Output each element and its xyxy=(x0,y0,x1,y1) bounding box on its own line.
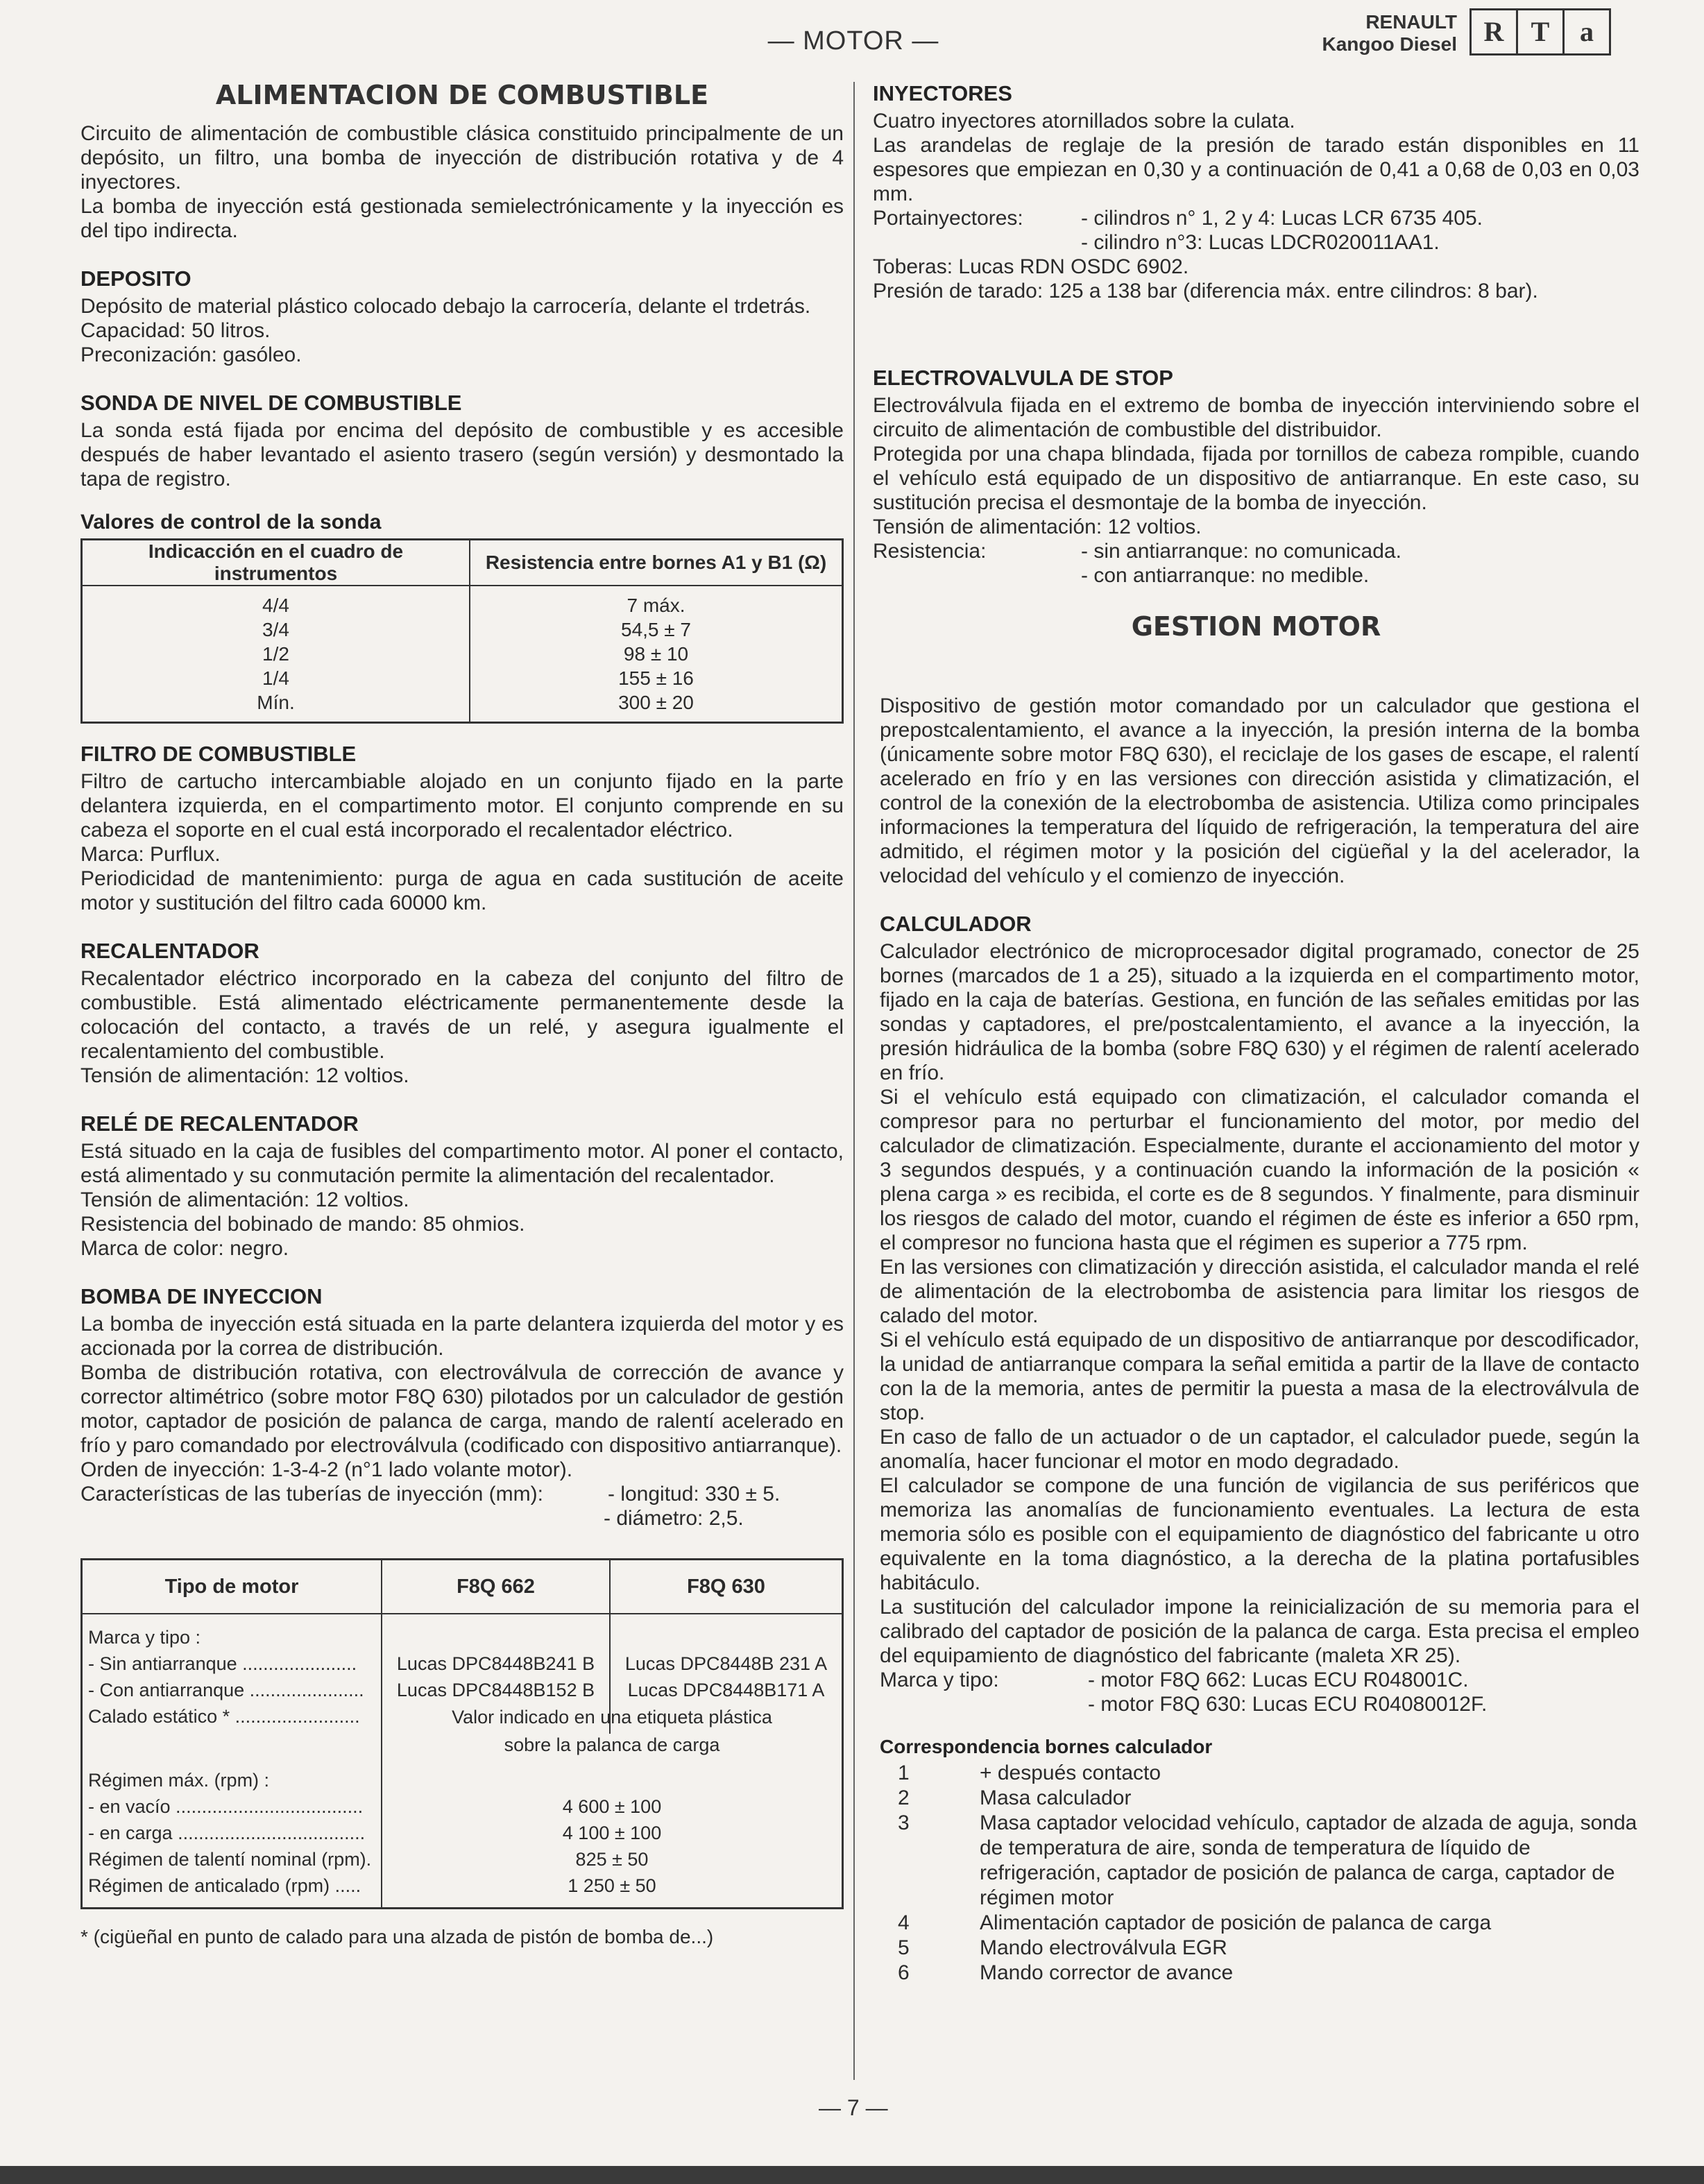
electro-text: Electroválvula fijada en el extremo de bomba de inyección interviniendo sobre el circuito de alimentación de combustible del distribuidor. xyxy=(873,394,1639,441)
spec-value: - motor F8Q 630: Lucas ECU R04080012F. xyxy=(1088,1693,1488,1716)
footnote: * (cigüeñal en punto de calado para una alzada de pistón de bomba de...) xyxy=(80,1926,714,1947)
bomba-text: Bomba de distribución rotativa, con electroválvula de corrección de avance y corrector altimétrico (sobre motor F8Q 630) pilotados por un calculador de gestión motor, captador de posición de palanca de carga, mando de ralentí acelerado en frío y paro comandado por electroválvula (codificado con dispositivo antiarranque). xyxy=(80,1361,844,1457)
row-label: - Sin antiarranque ...................... xyxy=(88,1653,357,1674)
bomba-section xyxy=(80,1284,844,1948)
list-item xyxy=(880,1786,1639,1811)
bomba-text: La bomba de inyección está situada en la parte delantera izquierda del motor y es accionada por la correa de distribución. xyxy=(80,1313,844,1360)
table-cell: 155 ± 16 xyxy=(618,667,694,689)
borne-description: Masa captador velocidad vehículo, captador de alzada de aguja, sonda de temperatura de aire, sonda de temperatura de líquido de refrigeración, captador de posición de palanca de carga, captador de régimen motor xyxy=(980,1811,1637,1909)
intro-paragraph: Circuito de alimentación de combustible clásica constituido principalmente de un depósito, un filtro, una bomba de inyección de distribución rotativa y de 4 inyectores. xyxy=(80,122,844,194)
table-cell: Lucas DPC8448B 231 A xyxy=(624,1653,828,1674)
table-cell: 4 600 ± 100 xyxy=(562,1796,662,1817)
sonda-section xyxy=(80,391,844,724)
table-cell: Lucas DPC8448B241 B xyxy=(396,1653,595,1674)
deposito-text: Depósito de material plástico colocado debajo la carrocería, delante el trdetrás. xyxy=(80,295,811,318)
gestion-text: Dispositivo de gestión motor comandado por un calculador que gestiona el prepostcalentamiento, el avance a la inyección, la presión interna de la bomba (únicamente sobre motor F8Q 630), el reciclaje de los gases de escape, el ralentí acelerado en frío y en las versiones con dirección asistida y climatización, el control de la conexión de la electrobomba de asistencia. Utiliza como principales informaciones la temperatura del líquido de refrigeración, la temperatura del aire admitido, el régimen motor y la posición del cigüeñal y la del acelerador, la velocidad del vehículo y el comienzo de inyección. xyxy=(880,694,1639,887)
borne-number: 1 xyxy=(898,1761,910,1784)
gestion-heading: GESTION MOTOR xyxy=(1131,611,1381,642)
column-header: Tipo de motor xyxy=(82,1560,382,1614)
toberas-text: Toberas: Lucas RDN OSDC 6902. xyxy=(873,255,1189,278)
borne-number: 5 xyxy=(898,1936,910,1959)
borne-description: Masa calculador xyxy=(980,1786,1132,1809)
recalentador-voltage: Tensión de alimentación: 12 voltios. xyxy=(80,1064,409,1087)
rele-voltage: Tensión de alimentación: 12 voltios. xyxy=(80,1188,409,1211)
table-cell: 7 máx. xyxy=(627,595,685,616)
borne-number: 4 xyxy=(898,1911,910,1934)
section-heading: RECALENTADOR xyxy=(80,939,259,963)
spec-label: Resistencia: xyxy=(873,540,987,563)
list-item xyxy=(880,1936,1639,1961)
borne-number: 3 xyxy=(898,1811,910,1834)
filtro-section xyxy=(80,742,844,915)
recalentador-section xyxy=(80,939,844,1088)
section-heading: ELECTROVALVULA DE STOP xyxy=(873,366,1173,390)
spec-label: Marca y tipo: xyxy=(880,1669,999,1691)
deposito-section xyxy=(80,266,844,367)
row-label: Calado estático * ........................ xyxy=(88,1706,360,1727)
section-heading: DEPOSITO xyxy=(80,266,191,291)
spec-value: - cilindros n° 1, 2 y 4: Lucas LCR 6735 405. xyxy=(1081,207,1483,230)
filtro-brand: Marca: Purflux. xyxy=(80,843,221,866)
borne-number: 6 xyxy=(898,1961,910,1984)
column-header: F8Q 630 xyxy=(610,1560,843,1614)
column-divider xyxy=(853,82,855,2080)
deposito-fuel: Preconización: gasóleo. xyxy=(80,343,302,366)
inyectores-section xyxy=(873,81,1639,303)
table-cell: 825 ± 50 xyxy=(575,1849,649,1870)
correspondencia-section xyxy=(880,1736,1639,1986)
borne-description: Mando corrector de avance xyxy=(980,1961,1234,1984)
electrovalvula-section xyxy=(873,366,1639,588)
left-column xyxy=(80,73,844,1948)
resistance-cell xyxy=(470,586,843,723)
inyectores-text: Las arandelas de reglaje de la presión de tarado están disponibles en 11 espesores que empiezan en 0,30 y a continuación de 0,41 a 0,68 de 0,03 en 0,03 mm. xyxy=(873,134,1639,205)
section-heading: CALCULADOR xyxy=(880,912,1032,936)
brand-label xyxy=(1270,11,1457,56)
scan-edge xyxy=(0,2166,1704,2184)
rele-text: Está situado en la caja de fusibles del compartimento motor. Al poner el contacto, está alimentado y su conmutación permite la alimentación del recalentador. xyxy=(80,1140,844,1187)
list-item xyxy=(880,1911,1639,1936)
brand-model: Kangoo Diesel xyxy=(1322,33,1457,55)
row-label: Régimen máx. (rpm) : xyxy=(88,1770,270,1791)
section-heading: RELÉ DE RECALENTADOR xyxy=(80,1111,359,1136)
table-cell: Lucas DPC8448B152 B xyxy=(396,1680,595,1700)
row-labels xyxy=(82,1763,382,1909)
calculador-text: Calculador electrónico de microprocesador digital programado, conector de 25 bornes (marcados de 1 a 25), situado a la izquierda en el compartimento motor, fijado en la caja de baterías. Gestiona, en función de las señales emitidas por las sondas y captadores, el pre/postcalentamiento, el avance a la inyección, la presión hidráulica de la bomba (sobre F8Q 630) y el régimen de ralentí acelerado en frío. xyxy=(880,940,1639,1084)
indication-cell xyxy=(82,586,470,723)
sonda-text: La sonda está fijada por encima del depósito de combustible y es accesible después de haber levantado el asiento trasero (según versión) y desmontado la tapa de registro. xyxy=(80,419,844,490)
calculador-text: Si el vehículo está equipado de un dispositivo de antiarranque por descodificador, la unidad de antiarranque compara la señal emitida a partir de la llave de contacto con la de la memoria, antes de permitir la puesta a masa de la electroválvula de stop. xyxy=(880,1329,1639,1424)
calado-value xyxy=(382,1707,843,1763)
table-cell: 54,5 ± 7 xyxy=(621,619,691,640)
table-cell: 4 100 ± 100 xyxy=(562,1823,662,1843)
section-heading: FILTRO DE COMBUSTIBLE xyxy=(80,742,357,766)
table-cell: 1 250 ± 50 xyxy=(568,1875,656,1896)
section-heading: BOMBA DE INYECCION xyxy=(80,1284,323,1308)
inyectores-text: Cuatro inyectores atornillados sobre la culata. xyxy=(873,110,1295,133)
electro-text: Protegida por una chapa blindada, fijada por tornillos de cabeza rompible, cuando el vehículo está equipado de un dispositivo de antiarranque. En este caso, su sustitución precisa el desmontaje de la bomba de inyección. xyxy=(873,443,1639,514)
spec-value: - diámetro: 2,5. xyxy=(604,1507,744,1530)
list-item xyxy=(880,1811,1639,1911)
table-title: Valores de control de la sonda xyxy=(80,511,382,534)
table-cell: Mín. xyxy=(257,692,295,713)
row-label: - Con antiarranque ...................... xyxy=(88,1680,364,1700)
presion-text: Presión de tarado: 125 a 138 bar (diferencia máx. entre cilindros: 8 bar). xyxy=(873,280,1538,302)
row-label: Marca y tipo : xyxy=(88,1627,201,1648)
spec-label: Características de las tuberías de inyección (mm): xyxy=(80,1483,543,1505)
table-cell: 300 ± 20 xyxy=(618,692,694,713)
table-cell: Valor indicado en una etiqueta plástica xyxy=(452,1707,772,1727)
logo-letter: T xyxy=(1518,10,1565,53)
section-heading: INYECTORES xyxy=(873,81,1012,105)
recalentador-text: Recalentador eléctrico incorporado en la cabeza del conjunto del filtro de combustible. Está alimentado eléctricamente permanentemente desde la colocación del contacto, a través de un relé, y asegura igualmente el recalentamiento del combustible. xyxy=(80,967,844,1063)
table-cell: sobre la palanca de carga xyxy=(504,1734,720,1755)
right-column-lower xyxy=(880,694,1639,1986)
row-labels xyxy=(82,1614,382,1734)
bomba-order: Orden de inyección: 1-3-4-2 (n°1 lado volante motor). xyxy=(80,1458,573,1481)
spec-value: - sin antiarranque: no comunicada. xyxy=(1081,540,1401,563)
gestion-section xyxy=(880,694,1639,888)
resistencia-spec xyxy=(873,539,1639,563)
sonda-table xyxy=(80,538,844,724)
table-cell: 3/4 xyxy=(262,619,289,640)
section-heading: SONDA DE NIVEL DE COMBUSTIBLE xyxy=(80,391,462,415)
deposito-capacity: Capacidad: 50 litros. xyxy=(80,319,271,342)
brand-name: RENAULT xyxy=(1365,11,1457,33)
column-header: F8Q 662 xyxy=(382,1560,610,1614)
right-column xyxy=(873,73,1639,665)
table-cell: 1/4 xyxy=(262,667,289,689)
row-label: - en carga .................................... xyxy=(88,1823,366,1843)
motor-type-table xyxy=(80,1558,844,1909)
table-cell: Lucas DPC8448B171 A xyxy=(627,1680,825,1700)
spec-label: Portainyectores: xyxy=(873,207,1023,230)
rele-color: Marca de color: negro. xyxy=(80,1237,289,1260)
section-heading: Correspondencia bornes calculador xyxy=(880,1736,1213,1757)
list-item xyxy=(880,1761,1639,1786)
spec-value: - cilindro n°3: Lucas LDCR020011AA1. xyxy=(1081,231,1440,254)
column-header: Resistencia entre bornes A1 y B1 (Ω) xyxy=(470,540,843,586)
spec-value: - con antiarranque: no medible. xyxy=(1081,564,1370,587)
tuberias-spec xyxy=(80,1482,844,1506)
column-header: Indicacción en el cuadro de instrumentos xyxy=(82,540,470,586)
borne-description: + después contacto xyxy=(980,1761,1161,1784)
spec-value: - longitud: 330 ± 5. xyxy=(608,1483,781,1505)
calculador-text: La sustitución del calculador impone la reinicialización de su memoria para el calibrado del captador de posición de la palanca de carga. Esta precisa el empleo del equipamiento de diagnóstico del fabricante (maleta XR 25). xyxy=(880,1596,1639,1667)
table-cell: 1/2 xyxy=(262,643,289,665)
borne-description: Alimentación captador de posición de palanca de carga xyxy=(980,1911,1492,1934)
rta-logo xyxy=(1469,8,1611,56)
intro-paragraph: La bomba de inyección está gestionada semielectrónicamente y la inyección es del tipo indirecta. xyxy=(80,195,844,242)
marca-spec xyxy=(880,1668,1639,1692)
calculador-text: En caso de fallo de un actuador o de un captador, el calculador puede, según la anomalía, hacer funcionar el motor en modo degradado. xyxy=(880,1426,1639,1473)
list-item xyxy=(880,1961,1639,1986)
spec-value: - motor F8Q 662: Lucas ECU R048001C. xyxy=(1088,1669,1469,1691)
row-labels xyxy=(82,1734,382,1763)
filtro-maintenance: Periodicidad de mantenimiento: purga de agua en cada sustitución de aceite motor y sustitución del filtro cada 60000 km. xyxy=(80,867,844,914)
regimen-values xyxy=(382,1763,843,1909)
borne-number: 2 xyxy=(898,1786,910,1809)
filtro-text: Filtro de cartucho intercambiable alojado en un conjunto fijado en la parte delantera izquierda, en el compartimento motor. El conjunto comprende en su cabeza el soporte en el cual está incorporado el recalentador eléctrico. xyxy=(80,770,844,842)
bornes-list xyxy=(880,1761,1639,1986)
logo-letter: a xyxy=(1565,10,1609,53)
portainyectores-spec xyxy=(873,206,1639,230)
rele-section xyxy=(80,1111,844,1261)
table-cell: 98 ± 10 xyxy=(623,643,689,665)
calculador-text: En las versiones con climatización y dirección asistida, el calculador manda el relé de alimentación de la electrobomba de asistencia para limitar los riesgos de calado del motor. xyxy=(880,1256,1639,1327)
calculador-text: El calculador se compone de una función de vigilancia de sus periféricos que memoriza las anomalías de funcionamiento eventuales. La lectura de esta memoria sólo es posible con el equipamiento de diagnóstico del fabricante u otro equivalente en la toma diagnóstico, a la derecha de la platina portafusibles habitáculo. xyxy=(880,1474,1639,1594)
calculador-section xyxy=(880,912,1639,1716)
electro-voltage: Tensión de alimentación: 12 voltios. xyxy=(873,515,1202,538)
rele-resistance: Resistencia del bobinado de mando: 85 ohmios. xyxy=(80,1213,525,1236)
calculador-text: Si el vehículo está equipado con climatización, el calculador comanda el compresor para no perturbar el funcionamiento del motor, por medio del calculador de climatización. Especialmente, durante el accionamiento del motor y 3 segundos después, y a continuación cuando la información de la posición « plena carga » es recibida, el corte es de 8 segundos. Y finalmente, para disminuir los riesgos de calado del motor, cuando el régimen de éste es inferior a 650 rpm, el compresor no funciona hasta que el régimen es superior a 775 rpm. xyxy=(880,1086,1639,1254)
page-number: — 7 — xyxy=(819,2095,888,2120)
row-label: - en vacío .................................... xyxy=(88,1796,364,1817)
row-label: Régimen de anticalado (rpm) ..... xyxy=(88,1875,361,1896)
logo-letter: R xyxy=(1472,10,1518,53)
intro-section xyxy=(80,121,844,243)
main-heading: ALIMENTACION DE COMBUSTIBLE xyxy=(215,80,709,110)
borne-description: Mando electroválvula EGR xyxy=(980,1936,1227,1959)
table-cell: 4/4 xyxy=(262,595,289,616)
page-section-title: — MOTOR — xyxy=(767,26,939,56)
row-label: Régimen de talentí nominal (rpm). xyxy=(88,1849,372,1870)
